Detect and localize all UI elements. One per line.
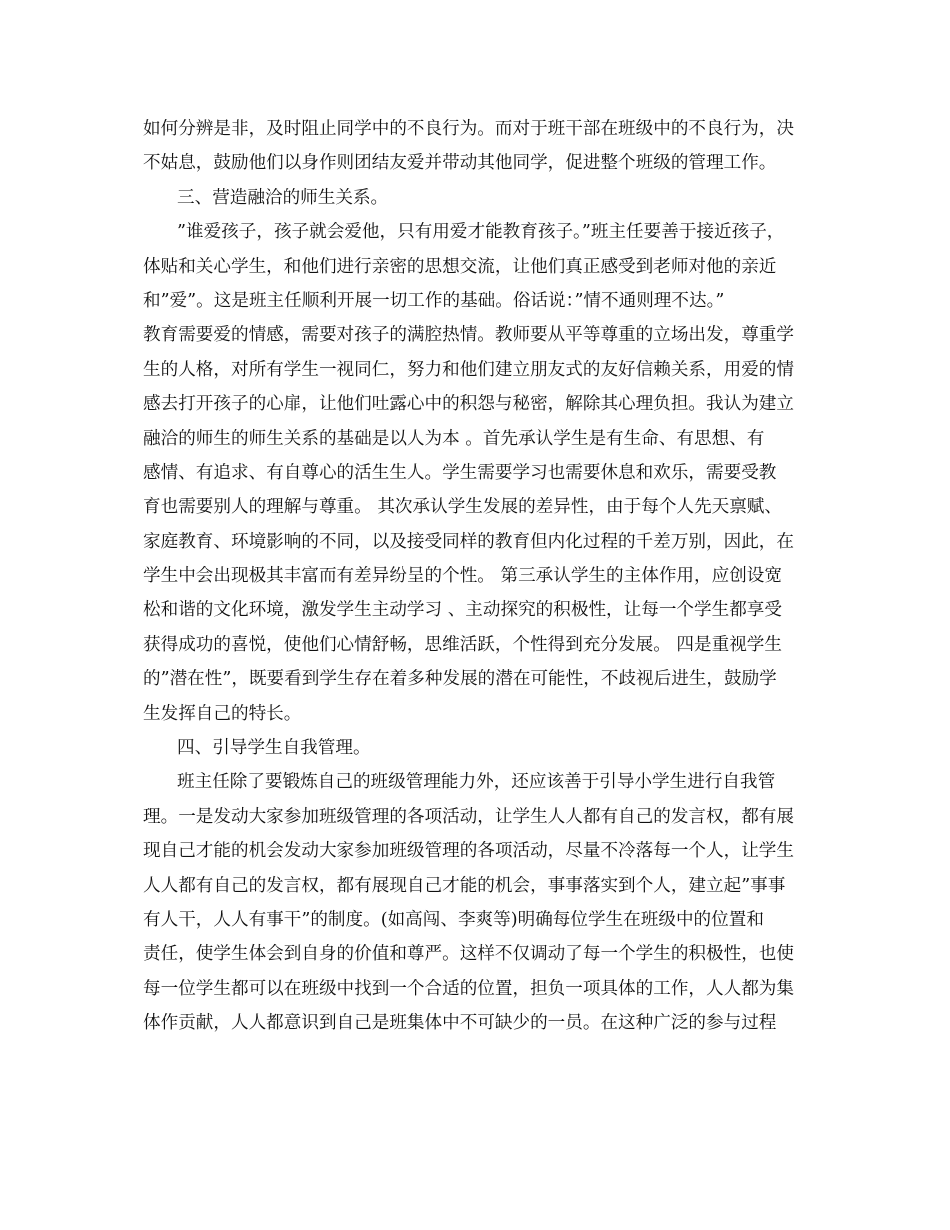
- text-line: 有人干，人人有事干”的制度。(如高闯、李爽等)明确每位学生在班级中的位置和: [143, 909, 764, 930]
- text-line: 学生中会出现极其丰富而有差异纷呈的个性。 第三承认学生的主体作用，应创设宽: [143, 566, 782, 587]
- document-body: [143, 112, 803, 1041]
- text-line: 松和谐的文化环境，激发学生主动学习 、主动探究的积极性，让每一个学生都享受: [143, 600, 782, 621]
- text-line: 每一位学生都可以在班级中找到一个合适的位置，担负一项具体的工作，人人都为集: [143, 978, 794, 999]
- text-line: 四、引导学生自我管理。: [177, 738, 371, 759]
- text-line: 育也需要别人的理解与尊重。 其次承认学生发展的差异性，由于每个人先天禀赋、: [143, 497, 782, 518]
- text-line: 和”爱”。这是班主任顺利开展一切工作的基础。俗话说：”情不通则理不达。”: [143, 290, 725, 311]
- text-line: 班主任除了要锻炼自己的班级管理能力外，还应该善于引导小学生进行自我管: [177, 772, 776, 793]
- text-line: 现自己才能的机会发动大家参加班级管理的各项活动，尽量不冷落每一个人，让学生: [143, 841, 794, 862]
- text-line: 感情、有追求、有自尊心的活生生人。学生需要学习也需要休息和欢乐，需要受教: [143, 462, 777, 483]
- text-line: 教育需要爱的情感，需要对孩子的满腔热情。教师要从平等尊重的立场出发，尊重学: [143, 325, 794, 346]
- text-line: 体贴和关心学生，和他们进行亲密的思想交流，让他们真正感受到老师对他的亲近: [143, 256, 777, 277]
- text-line: 责任，使学生体会到自身的价值和尊严。这样不仅调动了每一个学生的积极性，也使: [143, 944, 794, 965]
- text-line: 融洽的师生的师生关系的基础是以人为本 。首先承认学生是有生命、有思想、有: [143, 428, 765, 449]
- text-line: 三、营造融洽的师生关系。: [177, 187, 389, 208]
- text-line: 不姑息，鼓励他们以身作则团结友爱并带动其他同学，促进整个班级的管理工作。: [143, 153, 777, 174]
- text-line: 家庭教育、环境影响的不同，以及接受同样的教育但内化过程的千差万别，因此，在: [143, 531, 794, 552]
- text-line: 生发挥自己的特长。: [143, 703, 302, 724]
- text-line: 人人都有自己的发言权，都有展现自己才能的机会，事事落实到个人，建立起”事事: [143, 875, 786, 896]
- text-line: 如何分辨是非，及时阻止同学中的不良行为。而对于班干部在班级中的不良行为，决: [143, 119, 794, 139]
- text-line: ”谁爱孩子，孩子就会爱他，只有用爱才能教育孩子。”班主任要善于接近孩子，: [177, 222, 785, 243]
- text-line: 理。一是发动大家参加班级管理的各项活动，让学生人人都有自己的发言权，都有展: [143, 806, 794, 827]
- text-line: 的”潜在性”，既要看到学生存在着多种发展的潜在可能性，不歧视后进生，鼓励学: [143, 669, 777, 690]
- text-line: 生的人格，对所有学生一视同仁，努力和他们建立朋友式的友好信赖关系，用爱的情: [143, 359, 794, 380]
- text-line: 体作贡献，人人都意识到自己是班集体中不可缺少的一员。在这种广泛的参与过程: [143, 1013, 777, 1034]
- text-line: 感去打开孩子的心扉，让他们吐露心中的积怨与秘密，解除其心理负担。我认为建立: [143, 394, 794, 415]
- text-line: 获得成功的喜悦，使他们心情舒畅，思维活跃，个性得到充分发展。 四是重视学生: [143, 634, 782, 655]
